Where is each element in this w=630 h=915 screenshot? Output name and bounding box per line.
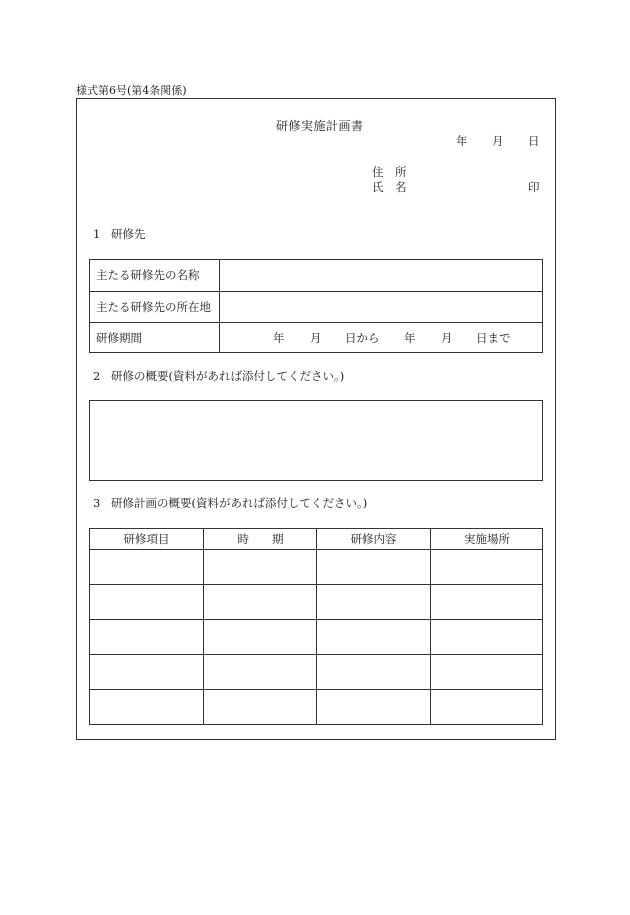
- column-header-location: 実施場所: [464, 532, 510, 546]
- training-destination-table: [89, 259, 543, 353]
- period-start-year: 年: [273, 331, 285, 345]
- plan-row-3-item[interactable]: [90, 620, 203, 654]
- plan-row-1-content[interactable]: [317, 550, 430, 584]
- plan-row-2-content[interactable]: [317, 585, 430, 619]
- plan-row-2-location[interactable]: [431, 585, 543, 619]
- plan-row-3-location[interactable]: [431, 620, 543, 654]
- period-start-month: 月: [310, 331, 322, 345]
- date-month-label: 月: [492, 134, 504, 148]
- column-divider: [219, 260, 220, 352]
- date-day-label: 日: [528, 134, 540, 148]
- training-period-field[interactable]: [220, 323, 542, 354]
- column-header-content: 研修内容: [350, 532, 397, 546]
- plan-row-4-location[interactable]: [431, 655, 543, 689]
- section1-title: 研修先: [111, 227, 146, 241]
- name-label-char-1: 氏: [372, 180, 384, 194]
- column-header-period: 時 期: [237, 532, 284, 546]
- training-overview-box[interactable]: [89, 400, 543, 481]
- seal-label: 印: [528, 180, 540, 194]
- period-end-day: 日まで: [476, 331, 511, 345]
- plan-row-2-item[interactable]: [90, 585, 203, 619]
- section1-heading: [93, 229, 146, 241]
- address-label-char-1: 住: [372, 165, 384, 179]
- section3-title: 研修計画の概要(資料があれば添付してください。): [111, 496, 368, 510]
- section3-number: 3: [93, 496, 101, 510]
- plan-row-1-period[interactable]: [204, 550, 316, 584]
- plan-row-2-period[interactable]: [204, 585, 316, 619]
- plan-row-4-content[interactable]: [317, 655, 430, 689]
- plan-row-1-item[interactable]: [90, 550, 203, 584]
- name-label-char-2: 名: [395, 180, 407, 194]
- training-plan-table: [89, 528, 543, 725]
- section1-number: 1: [93, 227, 101, 241]
- plan-row-5-content[interactable]: [317, 690, 430, 724]
- period-start-day: 日から: [345, 331, 380, 345]
- plan-row-4-item[interactable]: [90, 655, 203, 689]
- destination-address-label: 主たる研修先の所在地: [96, 300, 211, 314]
- address-label-char-2: 所: [395, 165, 407, 179]
- section2-number: 2: [93, 369, 101, 383]
- plan-row-1-location[interactable]: [431, 550, 543, 584]
- section3-heading: [93, 498, 367, 510]
- period-end-month: 月: [441, 331, 453, 345]
- training-period-label: 研修期間: [96, 331, 142, 345]
- column-header-item: 研修項目: [123, 532, 170, 546]
- period-end-year: 年: [404, 331, 416, 345]
- plan-row-5-item[interactable]: [90, 690, 203, 724]
- destination-name-label: 主たる研修先の名称: [96, 268, 200, 282]
- table-row: [90, 291, 542, 323]
- plan-row-3-content[interactable]: [317, 620, 430, 654]
- plan-row-5-location[interactable]: [431, 690, 543, 724]
- plan-row-5-period[interactable]: [204, 690, 316, 724]
- plan-row-4-period[interactable]: [204, 655, 316, 689]
- table-row: [90, 260, 542, 291]
- destination-name-field[interactable]: [220, 260, 542, 291]
- destination-address-field[interactable]: [220, 292, 542, 323]
- section2-title: 研修の概要(資料があれば添付してください。): [111, 369, 345, 383]
- document-title: 研修実施計画書: [276, 119, 364, 133]
- section2-heading: [93, 371, 344, 383]
- table-row: [90, 322, 542, 354]
- form-number-label: 様式第6号(第4条関係): [76, 84, 187, 97]
- date-year-label: 年: [456, 134, 468, 148]
- plan-row-3-period[interactable]: [204, 620, 316, 654]
